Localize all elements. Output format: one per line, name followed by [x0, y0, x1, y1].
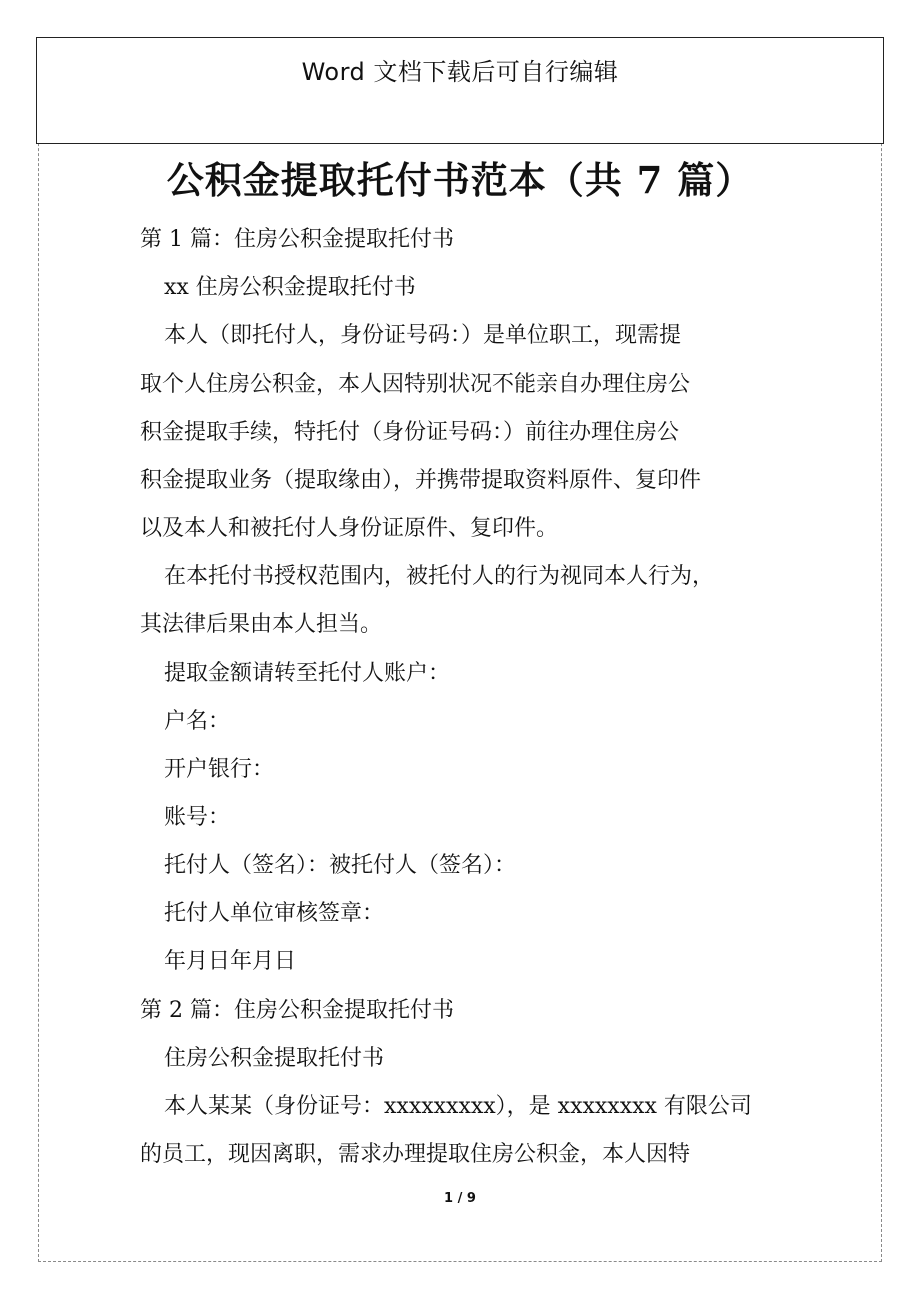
section-subtitle: 住房公积金提取托付书: [164, 1046, 385, 1071]
form-field-bank: 开户银行：: [164, 757, 275, 782]
paragraph-line: 以及本人和被托付人身份证原件、复印件。: [140, 516, 559, 541]
section-heading: 第 2 篇：住房公积金提取托付书: [140, 998, 454, 1023]
paragraph-line: 积金提取业务（提取缘由），并携带提取资料原件、复印件: [140, 468, 702, 493]
date-line: 年月日年月日: [164, 949, 297, 974]
signature-line: 托付人（签名）：被托付人（签名）：: [164, 853, 517, 878]
header-box: [36, 37, 884, 144]
section-heading: 第 1 篇：住房公积金提取托付书: [140, 227, 454, 252]
header-text: Word 文档下载后可自行编辑: [301, 58, 619, 86]
form-field-account-number: 账号：: [164, 805, 231, 830]
section-subtitle: xx 住房公积金提取托付书: [164, 275, 416, 300]
paragraph-line: 的员工，现因离职，需求办理提取住房公积金，本人因特: [140, 1142, 691, 1167]
paragraph-line: 本人（即托付人，身份证号码：）是单位职工，现需提: [164, 323, 682, 348]
paragraph-line: 积金提取手续，特托付（身份证号码：）前往办理住房公: [140, 420, 680, 445]
paragraph-line: 提取金额请转至托付人账户：: [164, 661, 451, 686]
paragraph-line: 在本托付书授权范围内，被托付人的行为视同本人行为，: [164, 564, 715, 589]
document-title: 公积金提取托付书范本（共 7 篇）: [166, 158, 754, 202]
paragraph-line: 其法律后果由本人担当。: [140, 612, 383, 637]
paragraph-line: 本人某某（身份证号：xxxxxxxxx），是 xxxxxxxx 有限公司: [164, 1094, 752, 1119]
page-number: 1 / 9: [444, 1191, 476, 1206]
unit-seal-line: 托付人单位审核签章：: [164, 901, 385, 926]
page-border: [38, 38, 882, 1262]
form-field-account-name: 户名：: [164, 709, 231, 734]
paragraph-line: 取个人住房公积金，本人因特别状况不能亲自办理住房公: [140, 372, 691, 397]
